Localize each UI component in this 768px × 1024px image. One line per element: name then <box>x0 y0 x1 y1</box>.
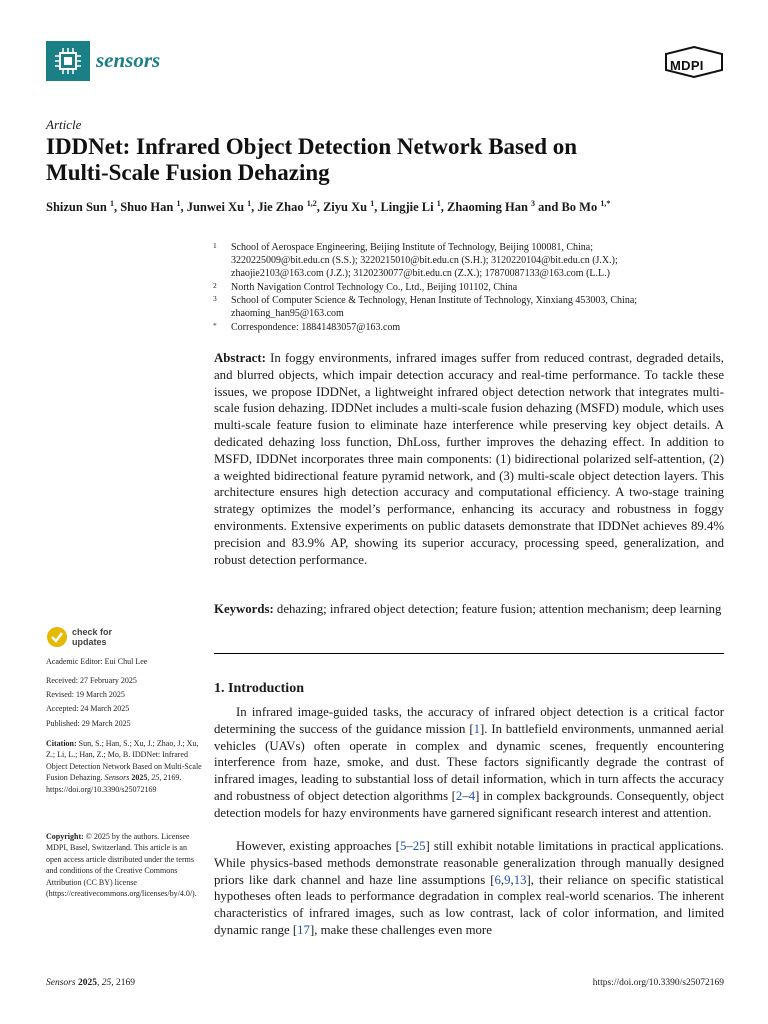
reference-link[interactable]: 4 <box>468 788 476 803</box>
abstract <box>214 350 724 568</box>
citation-journal: Sensors <box>104 773 130 783</box>
author-name[interactable]: Shuo Han <box>120 200 177 215</box>
affiliation-line: School of Computer Science & Technology, Henan Institute of Technology, Xinxiang 453003, China; <box>231 295 638 306</box>
intro-paragraph-2 <box>214 838 724 939</box>
check-updates-line: updates <box>72 637 107 647</box>
paragraph-text: – <box>462 788 469 803</box>
journal-name[interactable]: sensors <box>96 48 161 72</box>
affiliation-line: 3220225009@bit.edu.cn (S.S.); 3220215010@bit.edu.cn (S.H.); 3120220104@bit.edu.cn (J.X.); <box>231 255 618 266</box>
reference-link[interactable]: 5 <box>399 839 407 853</box>
date-published: Published: 29 March 2025 <box>46 719 131 728</box>
reference-link[interactable]: 9 <box>504 872 511 887</box>
citation: Citation: Sun, S.; Han, S.; Xu, J.; Zhao, J.; Xu, Z.; Li, L.; Han, Z.; Mo, B. IDDNet: Infrared Object Detection Network Based on Multi-Scale Fusion Dehazing. Sensors 2025, 25, 2169. https://doi.org/10.3390/s25072169 <box>46 739 202 794</box>
affiliation-number: 2 <box>213 281 217 290</box>
author-name[interactable]: Bo Mo <box>561 200 601 215</box>
affiliation-line: North Navigation Control Technology Co., Ltd., Beijing 101102, China <box>231 282 518 293</box>
author-affiliation-mark: 3 <box>531 199 536 208</box>
author-affiliation-mark: 1 <box>109 199 114 208</box>
check-for-updates-button[interactable] <box>46 626 186 650</box>
footer-year: 2025 <box>77 978 97 988</box>
paragraph-text: , <box>510 872 514 887</box>
footer-citation: Sensors 2025, 25, 2169 <box>46 978 135 988</box>
title-line: IDDNet: Infrared Object Detection Network Based on <box>46 134 578 159</box>
keywords <box>214 601 724 618</box>
citation-text: Sun, S.; Han, S.; Xu, J.; Zhao, J.; Xu, Z.; Li, L.; Han, Z.; Mo, B. IDDNet: Infrared Object Detection Network Based on Multi-Scale Fusion Dehazing. <box>46 739 202 783</box>
reference-link[interactable]: 25 <box>412 839 426 853</box>
citation-label: Citation: <box>46 739 77 748</box>
reference-link[interactable]: 6 <box>494 872 501 887</box>
affiliation-line: zhaojie2103@163.com (J.Z.); 3120230077@bit.edu.cn (Z.X.); 17870087133@163.com (L.L.) <box>231 268 610 279</box>
reference-link[interactable]: 13 <box>513 872 527 887</box>
paragraph-text: ]. In battlefield environments, unmanned aerial vehicles (UAVs) often operate in complex and dynamic scenes, frequently encountering interference from haze, smoke, and dust. These factors significantly degrade the contrast of infrared images, leading to substantial loss of detail information, which in turn affects the accuracy and robustness of object detection algorithms [ <box>214 721 724 803</box>
reference-link[interactable]: 1 <box>473 721 480 736</box>
affiliation-number: 1 <box>213 241 217 250</box>
paragraph-text: ], their reliance on specific statistical hypotheses often leads to performance degradation in complex real-world scenarios. The inherent characteristics of infrared images, such as low contrast, lack of color information, and limited dynamic range [ <box>214 872 724 937</box>
copyright-label: Copyright: <box>46 832 84 841</box>
keywords-text: dehazing; infrared object detection; feature fusion; attention mechanism; deep learning <box>276 602 722 616</box>
section-divider <box>214 653 724 654</box>
footer-doi-link[interactable]: https://doi.org/10.3390/s25072169 <box>592 978 724 988</box>
article-title <box>46 134 726 186</box>
affiliation-number: * <box>213 321 217 330</box>
citation-volume: 25 <box>151 773 160 783</box>
publisher-name: MDPI <box>670 58 704 73</box>
keywords-label: Keywords: <box>214 602 274 616</box>
check-updates-icon <box>46 626 68 648</box>
academic-editor: Academic Editor: Eui Chul Lee <box>46 657 148 666</box>
footer-volume: 25 <box>101 978 112 988</box>
affiliation-line: Correspondence: 18841483057@163.com <box>231 322 401 333</box>
author-name[interactable]: Lingjie Li <box>380 200 437 215</box>
article-type: Article <box>46 117 82 132</box>
paragraph-text: ] still exhibit notable limitations in practical applications. While physics-based methods demonstrate reasonable generalization through manually designed priors like dark channel and haze line assumptions [ <box>214 839 724 887</box>
author-affiliation-mark: 1 <box>247 199 252 208</box>
paragraph-text: , <box>500 872 505 887</box>
paragraph-text: ] in complex backgrounds. Consequently, object detection models for hazy environments have garnered significant research interest and attention. <box>214 788 724 820</box>
author-name[interactable]: Shizun Sun <box>46 200 110 215</box>
publisher-logo[interactable] <box>664 46 724 78</box>
citation-year: 2025 <box>131 773 148 783</box>
date-received: Received: 27 February 2025 <box>46 676 137 685</box>
author-name[interactable]: Junwei Xu <box>186 200 248 215</box>
paragraph-text: In infrared image-guided tasks, the accuracy of infrared object detection is a critical factor determining the success of the guidance mission [ <box>214 705 724 736</box>
author-affiliation-mark: 1 <box>370 199 375 208</box>
reference-link[interactable]: 17 <box>297 922 310 937</box>
citation-pages: 2169. <box>163 773 182 783</box>
affiliation-line: zhaoming_han95@163.com <box>231 308 344 319</box>
reference-link[interactable]: 2 <box>455 788 463 803</box>
section-heading: 1. Introduction <box>214 681 304 696</box>
journal-logo <box>46 41 90 81</box>
chip-icon <box>46 41 90 81</box>
footer-journal: Sensors <box>46 978 76 988</box>
author-name[interactable]: Jie Zhao <box>257 200 307 215</box>
author-affiliation-mark: 1 <box>176 199 181 208</box>
intro-paragraph-1 <box>214 704 724 822</box>
copyright <box>46 831 204 899</box>
title-line: Multi-Scale Fusion Dehazing <box>46 160 330 185</box>
abstract-label: Abstract: <box>214 351 266 365</box>
affiliation-line: School of Aerospace Engineering, Beijing Institute of Technology, Beijing 100081, China; <box>231 242 594 253</box>
abstract-text: In foggy environments, infrared images suffer from reduced contrast, degraded details, and blurred objects, which impair detection accuracy and real-time performance. To tackle these issues, we propose IDDNet, a lightweight infrared object detection network that integrates multi-scale fusion dehazing. IDDNet includes a multi-scale fusion dehazing (MSFD) module, which uses multi-scale feature fusion to eliminate haze interference while preserving key object details. A dedicated dehazing loss function, DhLoss, further improves the dehazing effect. In addition to MSFD, IDDNet incorporates three main components: (1) bidirectional polarized self-attention, (2) a weighted bidirectional feature pyramid network, and (3) multi-scale object detection layers. This architecture ensures high detection accuracy and computational efficiency. A two-stage training strategy optimizes the model’s performance, enhancing its accuracy and robustness in foggy environments. Extensive experiments on public datasets demonstrate that IDDNet achieves 89.4% precision and 83.9% AP, showing its superior accuracy, processing speed, generalization, and robust detection performance. <box>214 351 724 567</box>
author-affiliation-mark: 1,2 <box>306 199 317 208</box>
author-list: Shizun Sun $^1$, Shuo Han $^1$, Junwei Xu $^1$, Jie Zhao $^{1,2}$, Ziyu Xu $^1$, Lingjie Li $^1$, Zhaoming Han $^3$ and Bo Mo $^{1,*}$ <box>46 199 611 215</box>
paragraph-text: ], make these challenges even more <box>309 922 492 937</box>
citation-doi-link[interactable]: https://doi.org/10.3390/s25072169 <box>46 784 157 794</box>
affiliation-number: 3 <box>213 294 217 303</box>
copyright-text: © 2025 by the authors. Licensee MDPI, Basel, Switzerland. This article is an open access article distributed under the terms and conditions of the Creative Commons Attribution (CC BY) license (https://creativecommons.org/licenses/by/4.0/). <box>46 832 197 899</box>
date-revised: Revised: 19 March 2025 <box>46 690 125 699</box>
author-name[interactable]: Ziyu Xu <box>322 200 371 215</box>
date-accepted: Accepted: 24 March 2025 <box>46 704 130 713</box>
paragraph-text: – <box>406 839 413 853</box>
author-affiliation-mark: 1 <box>436 199 441 208</box>
paragraph-text: However, existing approaches [ <box>236 839 400 853</box>
footer-article: 2169 <box>115 978 135 988</box>
check-updates-line: check for <box>72 627 113 637</box>
author-affiliation-mark: 1,* <box>600 199 611 208</box>
author-name[interactable]: Zhaoming Han <box>446 200 532 215</box>
